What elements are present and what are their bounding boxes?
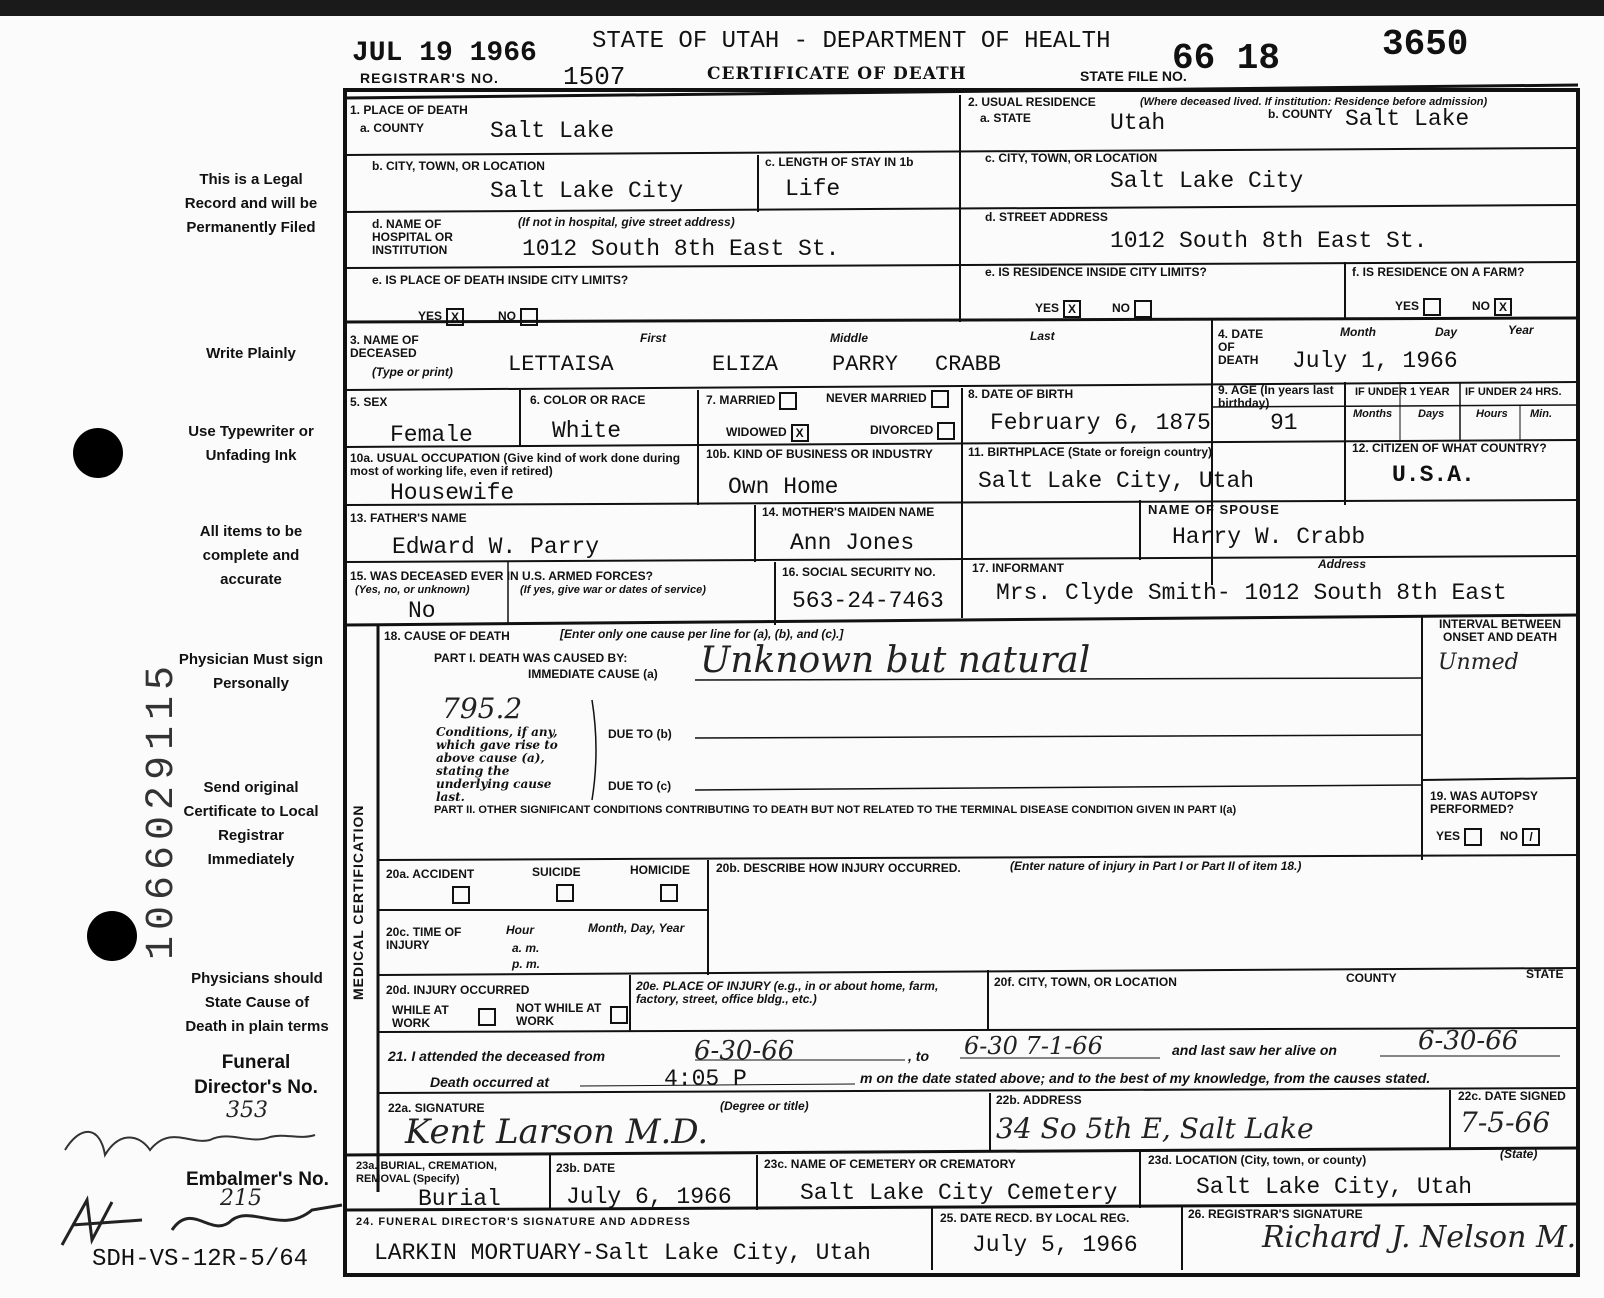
death-time: 4:05 P: [664, 1066, 747, 1092]
father-label: 13. FATHER'S NAME: [350, 511, 467, 525]
birthplace: Salt Lake City, Utah: [978, 468, 1255, 494]
registrar-signature-label: 26. REGISTRAR'S SIGNATURE: [1188, 1207, 1363, 1221]
race-label: 6. COLOR OR RACE: [530, 393, 646, 407]
death-inside-limits-yes[interactable]: YES X: [418, 308, 464, 326]
burial-date: July 6, 1966: [566, 1184, 732, 1210]
length-of-stay: Life: [785, 176, 841, 202]
suicide-label: SUICIDE: [532, 865, 581, 879]
date-of-death-label: 4. DATE OF DEATH: [1218, 327, 1264, 367]
interval-value: Unmed: [1438, 650, 1519, 675]
last-name-label: Last: [1030, 329, 1055, 343]
first-name: LETTAISA: [508, 352, 614, 377]
attended-from: 6-30-66: [694, 1036, 795, 1066]
birthplace-label: 11. BIRTHPLACE (State or foreign country): [968, 445, 1213, 459]
autopsy-no[interactable]: NO /: [1500, 828, 1540, 846]
write-plainly-note: Write Plainly: [206, 345, 296, 362]
registrar-no-label: REGISTRAR'S NO.: [360, 70, 499, 86]
attended-label: 21. I attended the deceased from: [388, 1048, 606, 1064]
location-label: 23d. LOCATION (City, town, or county): [1148, 1153, 1367, 1167]
marital-widowed[interactable]: WIDOWED X: [726, 424, 809, 442]
middle-name-label: Middle: [830, 331, 868, 345]
ssn-label: 16. SOCIAL SECURITY NO.: [782, 565, 936, 579]
occupation-label: 10a. USUAL OCCUPATION (Give kind of work done during most of working life, even if retired): [350, 451, 681, 478]
first-name-label: First: [640, 331, 667, 345]
sex: Female: [390, 422, 473, 448]
legal-record-note: This is a Legal Record and will be Permanently Filed: [184, 171, 318, 236]
accident-label: 20a. ACCIDENT: [386, 867, 475, 881]
residence-county-label: b. COUNTY: [1268, 107, 1333, 121]
state-file-no-b: 3650: [1382, 24, 1469, 65]
conditions-note: Conditions, if any, which gave rise to above cause (a), stating the underlying cause last.: [436, 725, 558, 804]
month-day-year-label: Month, Day, Year: [588, 921, 685, 935]
physician-signature: Kent Larson M.D.: [405, 1112, 709, 1152]
yes-checkbox[interactable]: [1464, 828, 1482, 846]
spouse-name: Harry W. Crabb: [1172, 524, 1366, 550]
funeral-director-sig-label: 24. FUNERAL DIRECTOR'S SIGNATURE AND ADDRESS: [356, 1216, 691, 1228]
immediate-cause-label: IMMEDIATE CAUSE (a): [528, 667, 658, 681]
attended-to: 6-30 7-1-66: [964, 1032, 1103, 1060]
physician-sign-note: Physician Must sign Personally: [178, 651, 324, 692]
burial-label: 23a. BURIAL, CREMATION, REMOVAL (Specify): [356, 1160, 497, 1185]
punch-hole-bottom: [87, 911, 137, 961]
embalmer-no: 215: [220, 1186, 262, 1211]
typewriter-note: Use Typewriter or Unfading Ink: [188, 423, 314, 464]
accident-checkbox[interactable]: [452, 886, 470, 904]
marital-married[interactable]: 7. MARRIED: [706, 392, 797, 410]
embalmer-label: Embalmer's No.: [186, 1169, 329, 1190]
hospital-address: 1012 South 8th East St.: [522, 236, 840, 262]
department-title: STATE OF UTAH - DEPARTMENT OF HEALTH: [592, 28, 1111, 55]
armed-sub-label: (Yes, no, or unknown): [355, 584, 470, 596]
month-label: Month: [1340, 325, 1376, 339]
funeral-director-signature: [60, 1115, 310, 1165]
length-of-stay-label: c. LENGTH OF STAY IN 1b: [765, 155, 914, 169]
cause-of-death-label: 18. CAUSE OF DEATH: [384, 629, 510, 643]
residence-inside-yes[interactable]: YES X: [1035, 300, 1081, 318]
day-label: Day: [1435, 325, 1458, 339]
citizen: U.S.A.: [1392, 462, 1475, 488]
death-county: Salt Lake: [490, 118, 615, 144]
death-occurred-rest: m on the date stated above; and to the best of my knowledge, from the causes stated.: [860, 1070, 1431, 1086]
county-label: a. COUNTY: [360, 121, 425, 135]
age: 91: [1270, 410, 1298, 436]
usual-residence-note: (Where deceased lived. If institution: Residence before admission): [1140, 96, 1488, 108]
deceased-name-label: 3. NAME OF DECEASED: [350, 333, 419, 360]
mother-name: Ann Jones: [790, 530, 915, 556]
part-two-label: PART II. OTHER SIGNIFICANT CONDITIONS CONTRIBUTING TO DEATH BUT NOT RELATED TO THE TERMINAL DISEASE CONDITION GIVEN IN PART I(a): [434, 804, 1237, 816]
physicians-should-note: Physicians should State Cause of Death in plain terms: [185, 970, 329, 1035]
certificate-title: CERTIFICATE OF DEATH: [707, 64, 967, 84]
funeral-director-no: 353: [226, 1098, 268, 1123]
farm-no[interactable]: NO X: [1472, 298, 1512, 316]
under-1-year-label: IF UNDER 1 YEAR: [1355, 386, 1450, 398]
residence-state-label: a. STATE: [980, 111, 1031, 125]
mother-label: 14. MOTHER'S MAIDEN NAME: [762, 505, 935, 519]
homicide-checkbox[interactable]: [660, 884, 678, 902]
married-checkbox[interactable]: [779, 392, 797, 410]
business: Own Home: [728, 474, 839, 500]
am-label: a. m.: [512, 941, 540, 955]
father-name: Edward W. Parry: [392, 534, 600, 560]
hospital-label: d. NAME OF HOSPITAL OR INSTITUTION: [372, 217, 453, 257]
informant: Mrs. Clyde Smith- 1012 South 8th East: [996, 580, 1507, 606]
year-label: Year: [1508, 323, 1534, 337]
middle-name: ELIZA: [712, 352, 779, 377]
immediate-cause: Unknown but natural: [700, 640, 1091, 681]
last-name: CRABB: [935, 352, 1002, 377]
date-signed: 7-5-66: [1460, 1106, 1551, 1139]
degree-label: (Degree or title): [720, 1099, 809, 1113]
informant-address-label: Address: [1318, 557, 1367, 571]
homicide-label: HOMICIDE: [630, 863, 690, 877]
residence-inside-no[interactable]: NO: [1112, 300, 1152, 318]
physician-address-label: 22b. ADDRESS: [996, 1093, 1082, 1107]
age-label: 9. AGE (In years last birthday): [1218, 383, 1334, 410]
microfilm-number: 1066029115: [140, 659, 185, 960]
physician-address: 34 So 5th E, Salt Lake: [996, 1112, 1314, 1145]
race: White: [552, 418, 622, 444]
funeral-director-label: Funeral Director's No.: [194, 1052, 318, 1098]
hours-label: Hours: [1476, 408, 1508, 420]
sex-label: 5. SEX: [350, 395, 388, 409]
autopsy-label: 19. WAS AUTOPSY PERFORMED?: [1430, 789, 1538, 816]
death-inside-limits-no[interactable]: NO: [498, 308, 538, 326]
armed-forces: No: [408, 598, 436, 624]
citizen-label: 12. CITIZEN OF WHAT COUNTRY?: [1352, 441, 1547, 455]
autopsy-yes[interactable]: YES: [1436, 828, 1482, 846]
time-of-injury-label: 20c. TIME OF INJURY: [386, 925, 462, 952]
min-label: Min.: [1530, 408, 1552, 420]
pm-label: p. m.: [512, 957, 541, 971]
signature-label: 22a. SIGNATURE: [388, 1101, 485, 1115]
months-label: Months: [1353, 408, 1393, 420]
armed-forces-label: 15. WAS DECEASED EVER IN U.S. ARMED FORCES?: [350, 569, 653, 583]
date-received: July 5, 1966: [972, 1232, 1138, 1258]
form-code: SDH-VS-12R-5/64: [92, 1246, 309, 1273]
funeral-director-address: LARKIN MORTUARY-Salt Lake City, Utah: [374, 1240, 871, 1266]
occupation: Housewife: [390, 480, 515, 506]
type-or-print-note: (Type or print): [372, 365, 453, 379]
describe-injury-label: 20b. DESCRIBE HOW INJURY OCCURRED.: [716, 861, 961, 875]
date-received-label: 25. DATE RECD. BY LOCAL REG.: [940, 1211, 1130, 1225]
no-checkbox[interactable]: /: [1522, 828, 1540, 846]
received-stamp-date: JUL 19 1966: [352, 38, 537, 69]
registrar-no: 1507: [563, 62, 626, 92]
due-to-b-label: DUE TO (b): [608, 727, 672, 741]
injury-city-label: 20f. CITY, TOWN, OR LOCATION: [994, 975, 1177, 989]
residence-inside-label: e. IS RESIDENCE INSIDE CITY LIMITS?: [985, 265, 1207, 279]
disease-code: 795.2: [442, 692, 523, 725]
yes-checkbox[interactable]: X: [1063, 300, 1081, 318]
injury-occurred-label: 20d. INJURY OCCURRED: [386, 983, 530, 997]
registrar-signature: Richard J. Nelson M.: [1262, 1220, 1577, 1255]
suicide-checkbox[interactable]: [556, 884, 574, 902]
farm-yes[interactable]: YES: [1395, 298, 1441, 316]
medical-certification-label: MEDICAL CERTIFICATION: [350, 804, 366, 1000]
injury-county-label: COUNTY: [1346, 971, 1397, 985]
widowed-checkbox[interactable]: X: [791, 424, 809, 442]
divorced-checkbox[interactable]: [937, 422, 955, 440]
cemetery: Salt Lake City Cemetery: [800, 1180, 1118, 1206]
informant-label: 17. INFORMANT: [972, 561, 1065, 575]
location: Salt Lake City, Utah: [1196, 1174, 1473, 1200]
inside-limits-label: e. IS PLACE OF DEATH INSIDE CITY LIMITS?: [372, 273, 629, 287]
never-married-checkbox[interactable]: [931, 390, 949, 408]
state-file-label: STATE FILE NO.: [1080, 68, 1187, 84]
interval-label: INTERVAL BETWEEN ONSET AND DEATH: [1438, 617, 1561, 644]
cause-note: [Enter only one cause per line for (a), (b), and (c).]: [560, 627, 844, 641]
place-of-death-label: 1. PLACE OF DEATH: [350, 103, 468, 117]
hospital-note: (If not in hospital, give street address): [518, 215, 735, 229]
send-original-note: Send original Certificate to Local Registrar Immediately: [183, 779, 319, 868]
maiden-name: PARRY: [832, 352, 899, 377]
all-items-note: All items to be complete and accurate: [199, 523, 303, 588]
residence-city: Salt Lake City: [1110, 168, 1304, 194]
business-label: 10b. KIND OF BUSINESS OR INDUSTRY: [706, 447, 933, 461]
street-address-label: d. STREET ADDRESS: [985, 210, 1108, 224]
burial-date-label: 23b. DATE: [556, 1161, 616, 1175]
death-occurred-label: Death occurred at: [430, 1074, 550, 1090]
last-saw-date: 6-30-66: [1418, 1026, 1519, 1056]
ssn: 563-24-7463: [792, 588, 944, 614]
part-one-label: PART I. DEATH WAS CAUSED BY:: [434, 651, 628, 665]
state-note: (State): [1500, 1147, 1538, 1161]
date-of-death: July 1, 1966: [1292, 348, 1458, 374]
due-to-c-label: DUE TO (c): [608, 779, 672, 793]
date-of-birth-label: 8. DATE OF BIRTH: [968, 387, 1074, 401]
residence-state: Utah: [1110, 110, 1166, 136]
burial: Burial: [418, 1186, 501, 1212]
not-while-at-work-label: NOT WHILE AT WORK: [516, 1001, 602, 1028]
date-of-birth: February 6, 1875: [990, 410, 1211, 436]
yes-checkbox[interactable]: [1423, 298, 1441, 316]
under-24-hrs-label: IF UNDER 24 HRS.: [1465, 386, 1562, 398]
marital-never-married[interactable]: NEVER MARRIED: [826, 390, 949, 408]
date-signed-label: 22c. DATE SIGNED: [1458, 1089, 1566, 1103]
last-saw-label: and last saw her alive on: [1172, 1042, 1337, 1058]
cemetery-label: 23c. NAME OF CEMETERY OR CREMATORY: [764, 1157, 1016, 1171]
injury-state-label: STATE: [1526, 967, 1564, 981]
no-checkbox[interactable]: X: [1494, 298, 1512, 316]
while-at-work-checkbox[interactable]: [478, 1008, 496, 1026]
armed-service-label: (If yes, give war or dates of service): [520, 584, 706, 596]
place-of-injury-label: 20e. PLACE OF INJURY (e.g., in or about home, farm, factory, street, office bldg., etc.): [636, 979, 939, 1006]
yes-checkbox[interactable]: X: [446, 308, 464, 326]
no-checkbox[interactable]: [1134, 300, 1152, 318]
farm-label: f. IS RESIDENCE ON A FARM?: [1352, 265, 1525, 279]
days-label: Days: [1418, 408, 1445, 420]
death-city-label: b. CITY, TOWN, OR LOCATION: [372, 159, 545, 173]
street-address: 1012 South 8th East St.: [1110, 228, 1428, 254]
punch-hole-top: [73, 428, 123, 478]
while-at-work-label: WHILE AT WORK: [392, 1003, 449, 1030]
residence-city-label: c. CITY, TOWN, OR LOCATION: [985, 151, 1158, 165]
not-while-at-work-checkbox[interactable]: [610, 1006, 628, 1024]
usual-residence-label: 2. USUAL RESIDENCE: [968, 95, 1096, 109]
marital-divorced[interactable]: DIVORCED: [870, 422, 955, 440]
state-file-no-a: 66 18: [1172, 38, 1281, 79]
residence-county: Salt Lake: [1345, 106, 1470, 132]
no-checkbox[interactable]: [520, 308, 538, 326]
describe-injury-note: (Enter nature of injury in Part I or Part II of item 18.): [1010, 859, 1302, 873]
spouse-label: NAME OF SPOUSE: [1148, 502, 1280, 517]
death-city: Salt Lake City: [490, 178, 684, 204]
to-label: , to: [908, 1048, 929, 1064]
hour-label: Hour: [506, 923, 534, 937]
